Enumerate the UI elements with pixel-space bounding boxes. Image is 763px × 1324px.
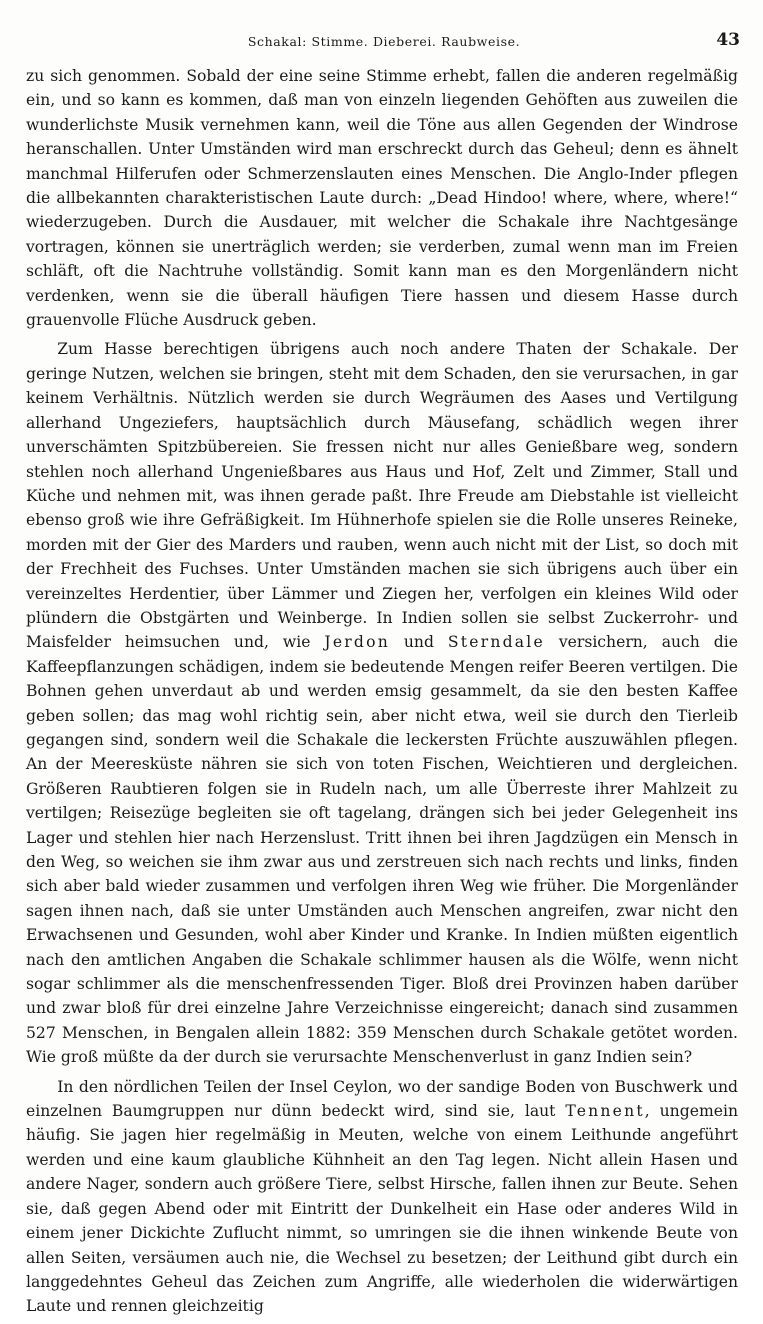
- paragraph-2-text-b: und: [403, 633, 434, 652]
- page-header: [28, 30, 740, 56]
- paragraph-3: [26, 1075, 738, 1319]
- body-text: [26, 64, 738, 1324]
- author-name-tennent: Tennent: [565, 1102, 645, 1121]
- paragraph-1-text: zu sich genommen. Sobald der eine seine Stimme erhebt, fallen die anderen regelmäßig ein, und so kann es kommen, daß man von einzeln liegenden Gehöften aus zuweilen die wunderlichste Musik vernehmen kann, weil die Töne aus allen Gegenden der Windrose heranschallen. Unter Umständen wird man erschreckt durch das Geheul; denn es ähnelt manchmal Hilferufen oder Schmerzenslauten eines Menschen. Die Anglo-Inder pflegen die allbekannten charakteristischen Laute durch: „Dead Hindoo! where, where, where!“ wiederzugeben. Durch die Ausdauer, mit welcher die Schakale ihre Nachtgesänge vortragen, können sie unerträglich werden; sie verderben, zumal wenn man im Freien schläft, oft die Nachtruhe vollständig. Somit kann man es den Morgenländern nicht verdenken, wenn sie die überall häufigen Tiere hassen und diesem Hasse durch grauenvolle Flüche Ausdruck geben.: [26, 67, 738, 330]
- paragraph-3-text-a: In den nördlichen Teilen der Insel Ceylon, wo der sandige Boden von Buschwerk und einzelnen Baumgruppen nur dünn bedeckt wird, sind sie, laut: [26, 1077, 738, 1121]
- author-name-sterndale: Sterndale: [447, 633, 545, 652]
- paragraph-2-text-c: versichern, auch die Kaffeepflanzungen schädigen, indem sie bedeutende Mengen reifer Beeren vertilgen. Die Bohnen gehen unverdaut ab und werden emsig gesammelt, da sie den besten Kaffee geben sollen; das mag wohl richtig sein, aber nicht etwa, weil sie durch den Tierleib gegangen sind, sondern weil die Schakale die leckersten Früchte auszuwählen pflegen. An der Meeresküste nähren sie sich von toten Fischen, Weichtieren und dergleichen. Größeren Raubtieren folgen sie in Rudeln nach, um alle Überreste ihrer Mahlzeit zu vertilgen; Reisezüge begleiten sie oft tagelang, drängen sich bei jeder Gelegenheit ins Lager und stehlen hier nach Herzenslust. Tritt ihnen bei ihren Jagdzügen ein Mensch in den Weg, so weichen sie ihm zwar aus und zerstreuen sich nach rechts und links, finden sich aber bald wieder zusammen und verfolgen ihren Weg wie früher. Die Morgenländer sagen ihnen nach, daß sie unter Umständen auch Menschen angreifen, zwar nicht den Erwachsenen und Gesunden, wohl aber Kinder und Kranke. In Indien müßten eigentlich nach den amtlichen Angaben die Schakale schlimmer hausen als die Wölfe, wenn nicht sogar schlimmer als die menschenfressenden Tiger. Bloß drei Provinzen haben darüber und zwar bloß für drei einzelne Jahre Verzeichnisse eingereicht; danach sind zusammen 527 Menschen, in Bengalen allein 1882: 359 Menschen durch Schakale getötet worden. Wie groß müßte da der durch sie verursachte Menschenverlust in ganz Indien sein?: [26, 633, 738, 1067]
- author-name-jerdon: Jerdon: [324, 633, 390, 652]
- running-head: Schakal: Stimme. Dieberei. Raubweise.: [247, 34, 521, 49]
- paragraph-1: [26, 64, 738, 332]
- paragraph-3-text-b: , ungemein häufig. Sie jagen hier regelmäßig in Meuten, welche von einem Leithunde angeführt werden und eine kaum glaubliche Kühnheit an den Tag legen. Nicht allein Hasen und andere Nager, sondern auch größere Tiere, selbst Hirsche, fallen ihnen zur Beute. Sehen sie, daß gegen Abend oder mit Eintritt der Dunkelheit ein Hase oder anderes Wild in einem jener Dickichte Zuflucht nimmt, so umringen sie die ihnen winkende Beute von allen Seiten, versäumen auch nie, die Wechsel zu besetzen; der Leithund gibt durch ein langgedehntes Geheul das Zeichen zum Angriffe, alle wiederholen die widerwärtigen Laute und rennen gleichzeitig: [26, 1102, 738, 1316]
- paragraph-2-text-a: Zum Hasse berechtigen übrigens auch noch andere Thaten der Schakale. Der geringe Nutzen, welchen sie bringen, steht mit dem Schaden, den sie verursachen, in gar keinem Verhältnis. Nützlich werden sie durch Wegräumen des Aases und Vertilgung allerhand Ungeziefers, hauptsächlich durch Mäusefang, schädlich wegen ihrer unverschämten Spitzbübereien. Sie fressen nicht nur alles Genießbare weg, sondern stehlen noch allerhand Ungenießbares aus Haus und Hof, Zelt und Zimmer, Stall und Küche und nehmen mit, was ihnen gerade paßt. Ihre Freude am Diebstahle ist vielleicht ebenso groß wie ihre Gefräßigkeit. Im Hühnerhofe spielen sie die Rolle unseres Reineke, morden mit der Gier des Marders und rauben, wenn auch nicht mit der List, so doch mit der Frechheit des Fuchses. Unter Umständen machen sie sich übrigens auch über ein vereinzeltes Herdentier, über Lämmer und Ziegen her, verfolgen ein kleines Wild oder plündern die Obstgärten und Weinberge. In Indien sollen sie selbst Zuckerrohr- und Maisfelder heimsuchen und, wie: [26, 340, 738, 652]
- paragraph-2: [26, 337, 738, 1069]
- page-number: 43: [716, 30, 740, 50]
